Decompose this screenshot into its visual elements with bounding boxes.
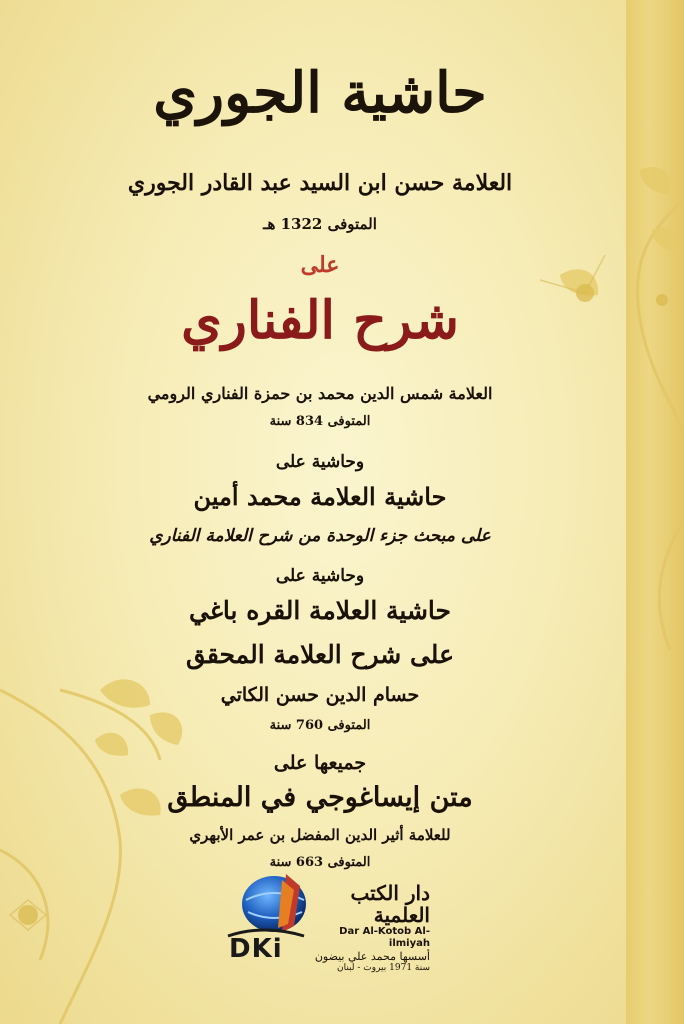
on-sharh-line: على شرح العلامة المحقق [185, 640, 454, 669]
and-gloss-label: وحاشية على [275, 452, 365, 472]
book-title: حاشية الجوري [153, 60, 487, 126]
author-line: العلامة حسن ابن السيد عبد القادر الجوري [127, 170, 513, 196]
publisher-name-arabic: دار الكتب العلمية [350, 881, 430, 927]
all-on-label: جميعها على [273, 752, 367, 774]
publisher-logo-text: DKi [229, 934, 283, 964]
publisher-founder: أسسها محمد علي بيضون [314, 950, 430, 963]
gloss-amin-topic: على مبحث جزء الوحدة من شرح العلامة الفناري [149, 526, 491, 546]
commentary-author-death: المتوفى 834 سنة [269, 414, 371, 429]
commentary-title: شرح الفناري [181, 290, 459, 351]
gloss-qarabaghi-title: حاشية العلامة القره باغي [189, 596, 451, 625]
publisher-name-english: Dar Al-Kotob Al-ilmiyah [339, 926, 430, 949]
publisher-founded-year: سنة 1971 بيروت - لبنان [336, 963, 430, 973]
husam-death: المتوفى 760 سنة [269, 718, 371, 733]
commentary-author: العلامة شمس الدين محمد بن حمزة الفناري الرومي [147, 384, 493, 403]
husam-name: حسام الدين حسن الكاتي [220, 684, 420, 706]
and-gloss-label-2: وحاشية على [275, 566, 365, 586]
matn-title: متن إيساغوجي في المنطق [167, 782, 473, 813]
gloss-amin-title: حاشية العلامة محمد أمين [193, 482, 447, 511]
author-death: المتوفى 1322 هـ [263, 215, 377, 233]
publisher-info [305, 882, 430, 974]
on-label: على [300, 252, 340, 278]
matn-author-death: المتوفى 663 سنة [269, 855, 371, 870]
matn-author: للعلامة أثير الدين المفضل بن عمر الأبهري [189, 826, 451, 844]
